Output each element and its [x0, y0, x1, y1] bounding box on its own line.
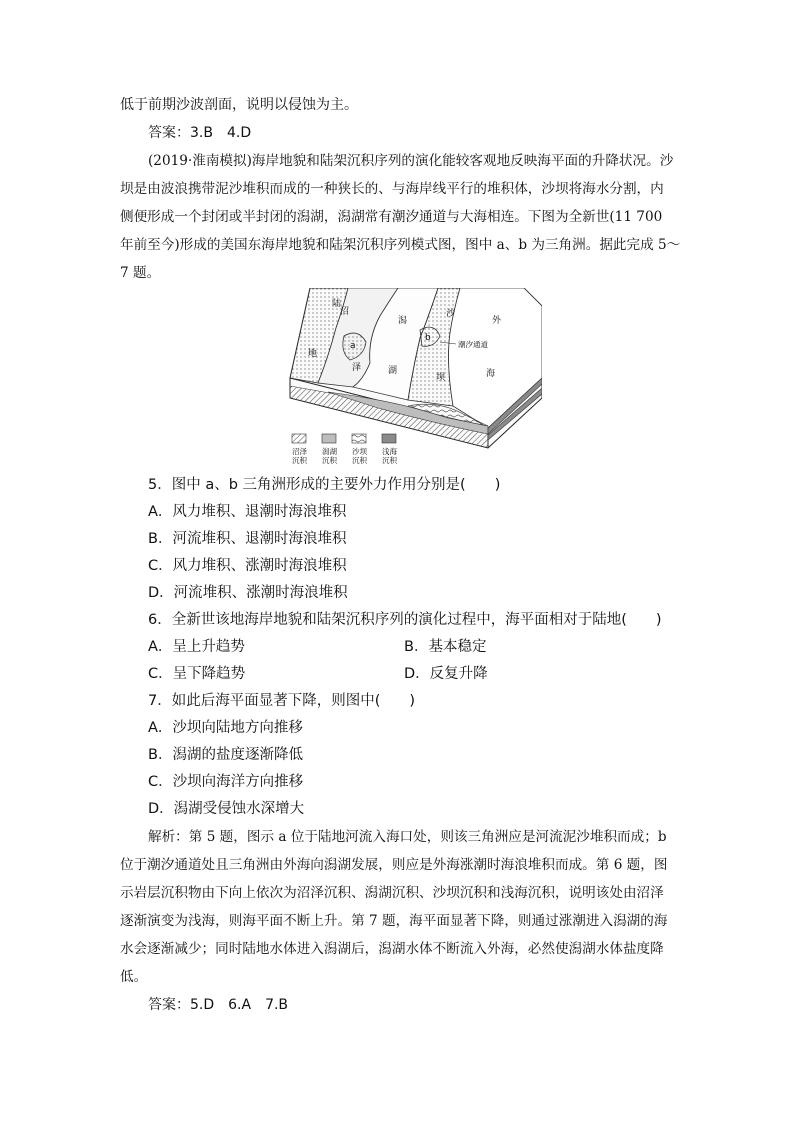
question-6-option-a: A．呈上升趋势 — [148, 639, 245, 655]
material-line-3: 侧便形成一个封闭或半封闭的潟湖，潟湖常有潮汐通道与大海相连。下图为全新世(11 700 — [120, 209, 663, 225]
analysis-line-1: 解析：第 5 题，图示 a 位于陆地河流入海口处，则该三角洲应是河流泥沙堆积而成；b — [148, 829, 667, 845]
answer-label: 答案： — [148, 997, 190, 1013]
question-7-option-c: C．沙坝向海洋方向推移 — [148, 774, 304, 790]
question-6-option-d: D．反复升降 — [404, 666, 488, 682]
question-7-stem: 7．如此后海平面显著下降，则图中( ) — [148, 693, 416, 709]
svg-text:沉积: 沉积 — [352, 456, 367, 465]
label-a: a — [350, 341, 356, 351]
label-di: 地 — [308, 349, 318, 359]
svg-text:浅海: 浅海 — [382, 447, 397, 456]
svg-text:潟湖: 潟湖 — [322, 447, 337, 456]
label-zhao: 沼 — [340, 307, 350, 317]
analysis-line-2: 位于潮汐通道处且三角洲由外海向潟湖发展，则应是外海涨潮时海浪堆积而成。第 6 题，图 — [120, 857, 668, 873]
label-sha: 沙 — [446, 309, 456, 319]
label-hu: 湖 — [388, 366, 398, 376]
answer-value: 3.B 4.D — [190, 125, 252, 141]
question-7-option-d: D．潟湖受侵蚀水深增大 — [148, 801, 305, 817]
svg-text:沉积: 沉积 — [382, 456, 397, 465]
coastal-landform-diagram — [288, 288, 542, 466]
answer-value: 5.D 6.A 7.B — [190, 997, 289, 1013]
label-ba: 坝 — [436, 373, 446, 383]
material-line-4: 年前至今)形成的美国东海岸地貌和陆架沉积序列模式图，图中 a、b 为三角洲。据此完成 5～ — [120, 237, 681, 253]
question-5-option-b: B．河流堆积、退潮时海浪堆积 — [148, 531, 347, 547]
question-6-option-b: B．基本稳定 — [404, 639, 487, 655]
label-lu: 陆 — [332, 299, 342, 309]
material-line-2: 坝是由波浪携带泥沙堆积而成的一种狭长的、与海岸线平行的堆积体，沙坝将海水分割，内 — [120, 181, 664, 197]
label-hai: 海 — [486, 369, 496, 379]
material-line-5: 7 题。 — [120, 265, 161, 281]
question-6-stem: 6．全新世该地海岸地貌和陆架沉积序列的演化过程中，海平面相对于陆地( ) — [148, 612, 662, 628]
answer-5-7 — [148, 995, 288, 1015]
label-wai: 外 — [492, 316, 502, 326]
question-7-option-b: B．潟湖的盐度逐渐降低 — [148, 747, 303, 763]
question-5-option-c: C．风力堆积、涨潮时海浪堆积 — [148, 558, 347, 574]
question-6-option-c: C．呈下降趋势 — [148, 666, 246, 682]
svg-text:沉积: 沉积 — [292, 456, 307, 465]
legend — [292, 434, 397, 465]
material-line-1: (2019·淮南模拟)海岸地貌和陆架沉积序列的演化能较客观地反映海平面的升降状况。沙 — [148, 153, 674, 169]
svg-text:沙坝: 沙坝 — [352, 447, 367, 456]
material-source: (2019·淮南模拟) — [148, 153, 252, 169]
svg-text:沉积: 沉积 — [322, 456, 337, 465]
answer-3-4 — [148, 123, 251, 143]
analysis-line-5: 水会逐渐减少；同时陆地水体进入潟湖后，潟湖水体不断流入外海，必然使潟湖水体盐度降 — [120, 941, 664, 957]
analysis-line-6: 低。 — [120, 969, 148, 985]
analysis-line-4: 逐渐演变为浅海，则海平面不断上升。第 7 题，海平面显著下降，则通过涨潮进入潟湖的海 — [120, 913, 668, 929]
question-7-option-a: A．沙坝向陆地方向推移 — [148, 720, 303, 736]
label-b: b — [425, 333, 431, 343]
label-tidal-channel: 潮汐通道 — [458, 340, 488, 349]
svg-text:沼泽: 沼泽 — [292, 447, 307, 456]
intro-line: 低于前期沙波剖面，说明以侵蚀为主。 — [120, 97, 358, 113]
question-5-stem: 5．图中 a、b 三角洲形成的主要外力作用分别是( ) — [148, 477, 501, 493]
question-5-option-a: A．风力堆积、退潮时海浪堆积 — [148, 504, 347, 520]
answer-label: 答案： — [148, 125, 190, 141]
analysis-line-3: 示岩层沉积物由下向上依次为沼泽沉积、潟湖沉积、沙坝沉积和浅海沉积，说明该处由沼泽 — [120, 885, 664, 901]
question-5-option-d: D．河流堆积、涨潮时海浪堆积 — [148, 585, 348, 601]
label-ze: 泽 — [352, 363, 362, 373]
label-xi: 潟 — [398, 316, 408, 326]
